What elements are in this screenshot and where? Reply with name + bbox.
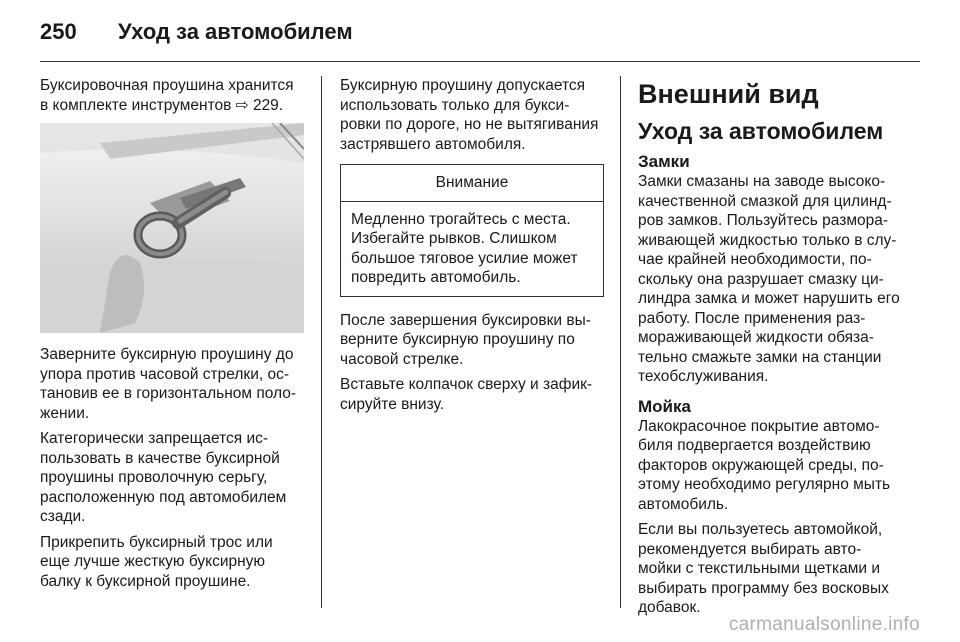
paragraph: Вставьте колпачок сверху и зафик- сируйте внизу. xyxy=(340,376,593,413)
column-3 xyxy=(638,76,908,624)
paragraph: Прикрепить буксирный трос или еще лучше жесткую буксирную балку к буксирной проушине. xyxy=(40,533,273,590)
topic-heading-washing: Мойка xyxy=(638,396,691,416)
warning-text: Медленно трогайтесь с места. Избегайте рывков. Слишком большое тяговое усилие может повредить автомобиль. xyxy=(351,210,578,286)
column-2 xyxy=(340,76,604,420)
paragraph: Если вы пользуетесь автомойкой, рекомендуется выбирать авто- мойки с текстильными щетками и выбирать программу без восковых добавок. xyxy=(638,521,889,616)
header-rule xyxy=(40,61,920,62)
running-head: Уход за автомобилем xyxy=(118,19,353,44)
paragraph: Заверните буксирную проушину до упора против часовой стрелки, ос- тановив ее в горизонтальном поло- жении. xyxy=(40,346,297,422)
section-heading: Внешний вид xyxy=(638,79,819,109)
paragraph: Буксирную проушину допускается использовать только для букси- ровки по дороге, но не вытягивания застрявшего автомобиля. xyxy=(340,77,599,153)
watermark: carmanualsonline.info xyxy=(728,614,920,635)
column-1 xyxy=(40,76,304,597)
warning-title: Внимание xyxy=(341,165,603,202)
paragraph: Замки смазаны на заводе высоко- качественной смазкой для цилинд- ров замков. Пользуйтесь размора- живающей жидкостью только в слу- чае крайней необходимости, по- скольку она разрушает смазку ци- линдра замка и может нарушить его работу. После применения раз- мораживающей жидкости обяза- тельно смажьте замки на станции техобслуживания. xyxy=(638,173,900,385)
page-number: 250 xyxy=(40,19,77,44)
page-header xyxy=(40,14,920,50)
tow-eye-illustration xyxy=(40,123,304,333)
topic-heading-locks: Замки xyxy=(638,152,690,171)
column-divider xyxy=(321,76,322,608)
paragraph: Категорически запрещается ис- пользовать в качестве буксирной проушины проволочную серьгу, расположенную под автомобилем сзади. xyxy=(40,430,287,525)
column-divider xyxy=(620,76,621,608)
paragraph: После завершения буксировки вы- верните буксирную проушину по часовой стрелке. xyxy=(340,311,591,368)
paragraph: Лакокрасочное покрытие автомо- биля подвергается воздействию факторов окружающей среды, по- этому необходимо регулярно мыть автомобиль. xyxy=(638,417,891,513)
paragraph: Буксировочная проушина хранится в комплекте инструментов ⇨ 229. xyxy=(40,77,294,114)
tow-eye-photo xyxy=(40,123,304,333)
subsection-heading: Уход за автомобилем xyxy=(638,118,884,144)
warning-box xyxy=(340,164,604,297)
